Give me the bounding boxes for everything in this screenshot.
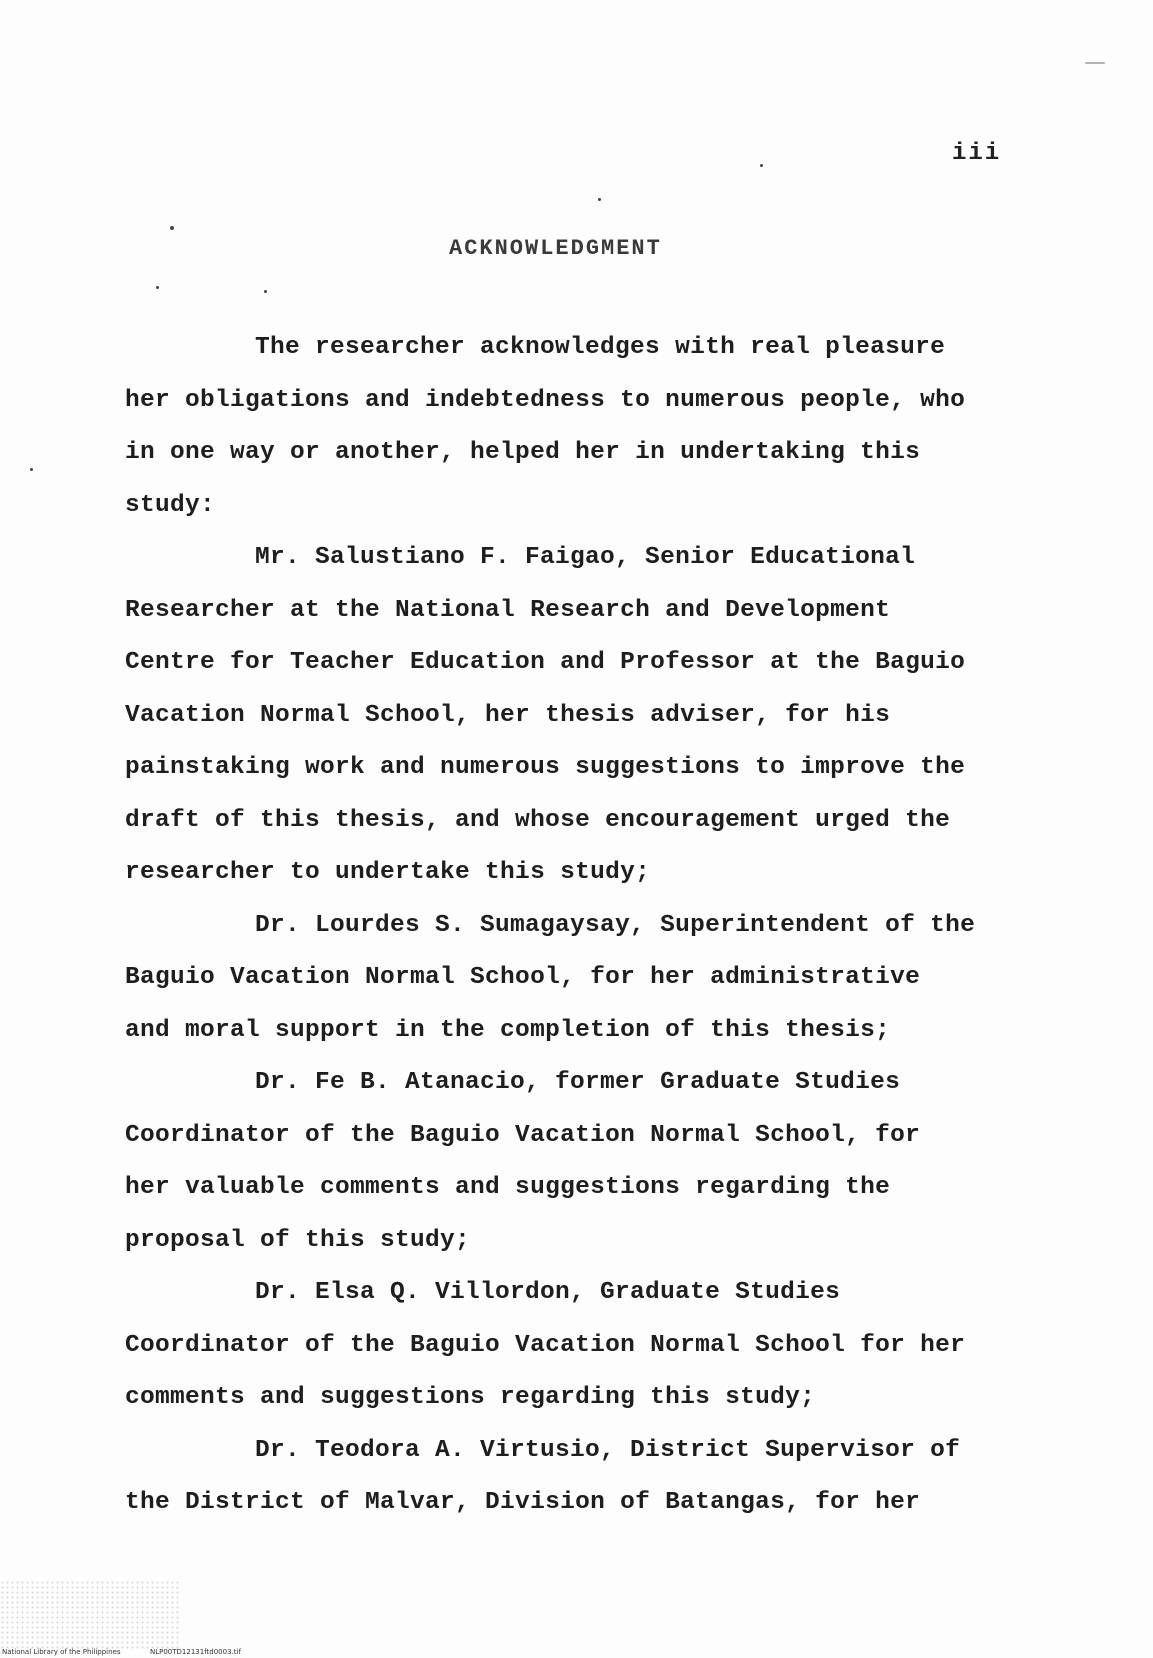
text-line: Researcher at the National Research and Development [125, 596, 891, 624]
footer-filename: NLP00TD12131ftd0003.tif [150, 1648, 241, 1656]
text-line: Coordinator of the Baguio Vacation Normal School, for [125, 1121, 921, 1149]
text-line: Centre for Teacher Education and Professor at the Baguio [125, 649, 966, 676]
text-line: researcher to undertake this study; [125, 859, 651, 886]
text-line: comments and suggestions regarding this study; [125, 1384, 816, 1411]
acknowledgment-body [125, 322, 1035, 1530]
text-line: and moral support in the completion of this thesis; [125, 1016, 891, 1044]
text-line: Dr. Lourdes S. Sumagaysay, Superintendent of the [255, 911, 976, 939]
text-line: The researcher acknowledges with real pleasure [255, 334, 946, 361]
text-line: proposal of this study; [125, 1226, 471, 1254]
text-line: Mr. Salustiano F. Faigao, Senior Educational [255, 544, 916, 571]
scan-speck [156, 286, 159, 289]
text-line: the District of Malvar, Division of Batangas, for her [125, 1489, 921, 1516]
text-line: Dr. Elsa Q. Villordon, Graduate Studies [255, 1279, 841, 1306]
page-heading: ACKNOWLEDGMENT [449, 236, 662, 261]
scan-noise [0, 1580, 180, 1650]
text-line: draft of this thesis, and whose encouragement urged the [125, 806, 951, 834]
scan-speck [1085, 62, 1105, 64]
text-line: Vacation Normal School, her thesis adviser, for his [125, 701, 891, 729]
text-line: Dr. Fe B. Atanacio, former Graduate Studies [255, 1069, 901, 1096]
text-line: in one way or another, helped her in undertaking this [125, 439, 921, 466]
page-number: iii [952, 140, 1002, 167]
scan-speck [598, 198, 601, 201]
text-line: Coordinator of the Baguio Vacation Normal School for her [125, 1331, 966, 1359]
scan-speck [760, 164, 763, 167]
text-line: Baguio Vacation Normal School, for her administrative [125, 964, 921, 991]
scan-speck [30, 468, 33, 471]
text-line: her obligations and indebtedness to numerous people, who [125, 386, 966, 414]
text-line: study: [125, 491, 216, 519]
text-line: Dr. Teodora A. Virtusio, District Supervisor of [255, 1436, 961, 1464]
text-line: painstaking work and numerous suggestions to improve the [125, 754, 966, 781]
footer-library: National Library of the Philippines [2, 1648, 121, 1656]
scan-speck [264, 290, 267, 293]
text-line: her valuable comments and suggestions regarding the [125, 1174, 891, 1201]
scan-speck [170, 226, 174, 230]
